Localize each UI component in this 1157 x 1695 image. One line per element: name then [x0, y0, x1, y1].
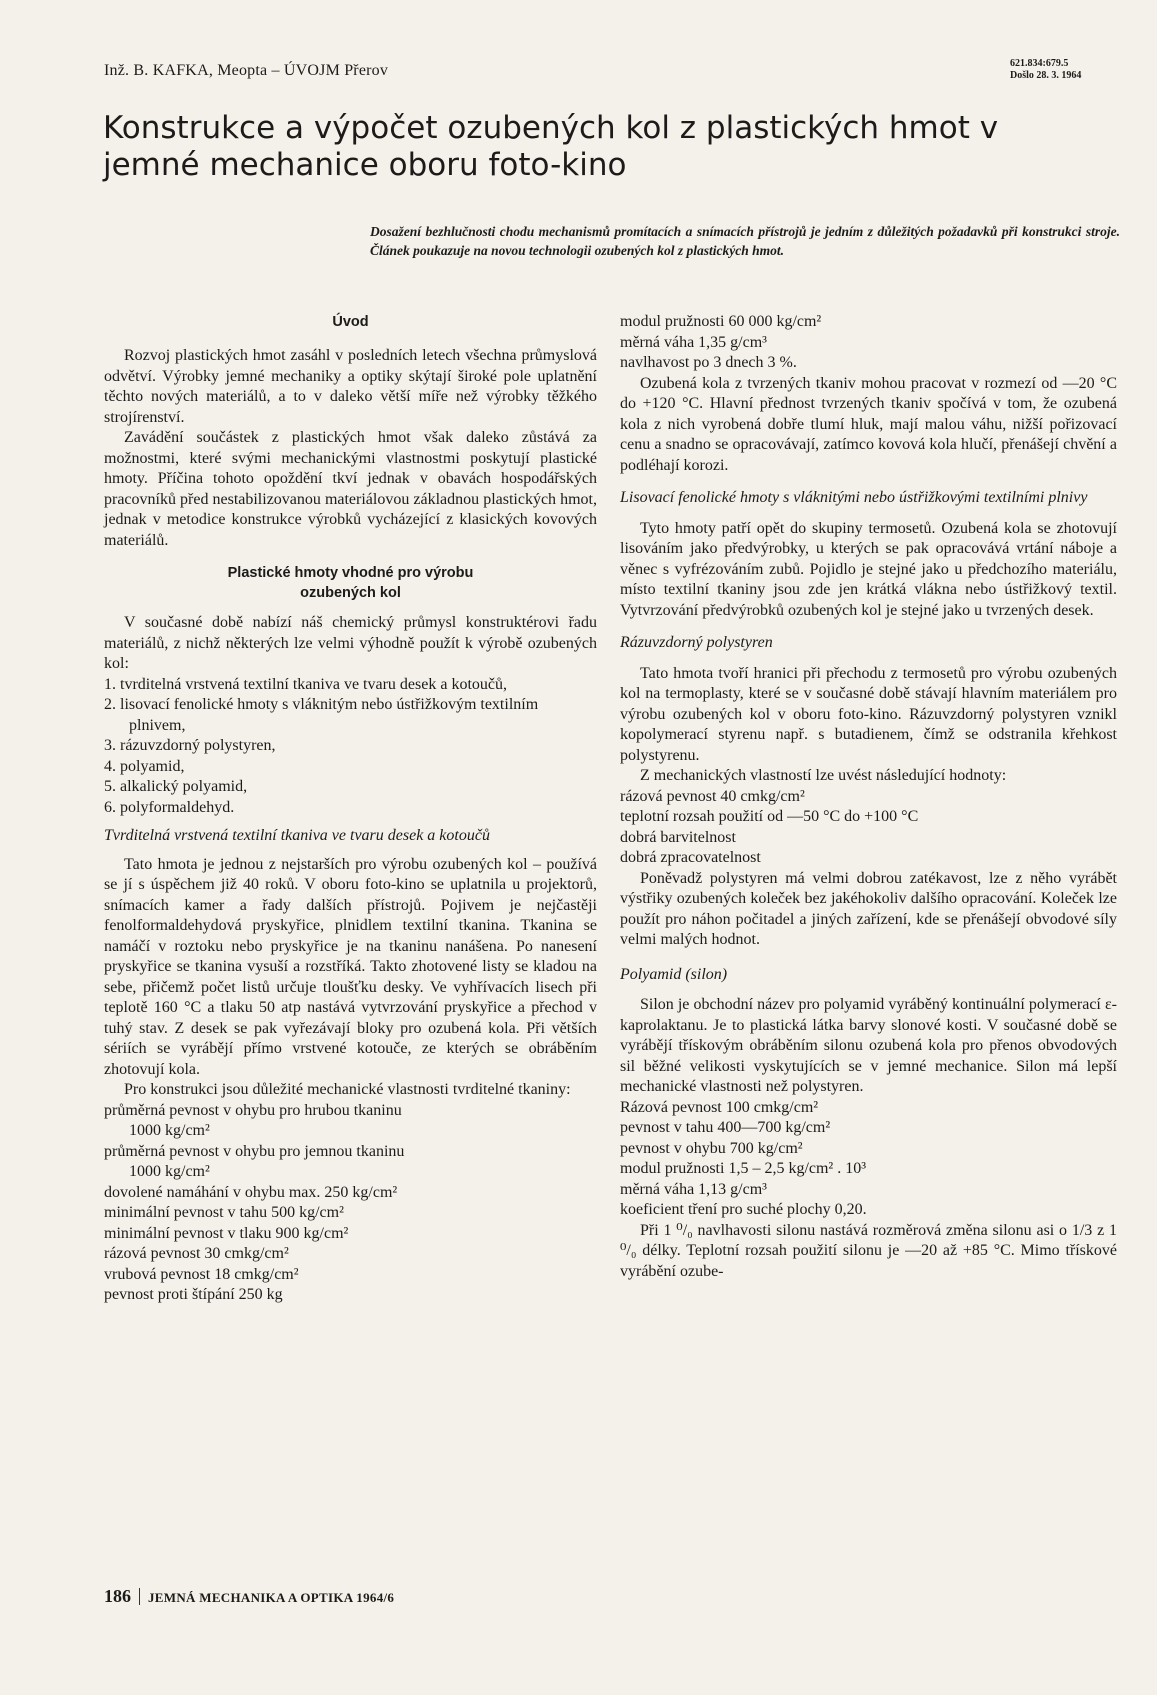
list-item: 1. tvrditelná vrstvená textilní tkaniva ve tvaru desek a kotoučů,	[104, 675, 507, 693]
subsection-heading: Tvrditelná vrstvená textilní tkaniva ve tvaru desek a kotoučů	[104, 827, 490, 844]
classification-block	[1010, 58, 1081, 82]
property-line: rázová pevnost 30 cmkg/cm²	[104, 1245, 289, 1262]
paragraph: Z mechanických vlastností lze uvést následující hodnoty:	[640, 767, 1007, 784]
paragraph: V současné době nabízí náš chemický průmysl konstruktérovi řadu materiálů, z nichž některých lze velmi výhodně použít k výrobě ozubených kol:	[104, 614, 597, 672]
journal-name: JEMNÁ MECHANIKA A OPTIKA 1964/6	[148, 1590, 395, 1605]
property-line: minimální pevnost v tlaku 900 kg/cm²	[104, 1224, 349, 1242]
property-line: Rázová pevnost 100 cmkg/cm²	[620, 1098, 819, 1116]
abstract: Dosažení bezhlučnosti chodu mechanismů promítacích a snímacích přístrojů je jedním z důležitých požadavků při konstrukci stroje. Článek poukazuje na novou technologii ozubených kol z plastických hmot.	[370, 224, 1120, 258]
property-value: 1000 kg/cm²	[129, 1122, 210, 1139]
property-line: navlhavost po 3 dnech 3 %.	[620, 354, 797, 371]
paragraph: Tyto hmoty patří opět do skupiny termosetů. Ozubená kola se zhotovují lisováním jako předvýrobky, u kterých se pak opracovává vrtání náboje a věnec s vyfrézováním zubů. Pojidlo je stejné jako u předchozího materiálu, místo textilní tkaniny jsou zde jen krátká vlákna nebo ústřižkový textil. Vytvrzování předvýrobků ozubených kol je stejné jako u tvrzených desek.	[620, 519, 1117, 619]
paragraph: Silon je obchodní název pro polyamid vyráběný kontinuální polymerací ε-kaprolaktanu. Je to plastická látka barvy slonové kosti. V současné době se vyrábějí třískovým obráběním silonu ozubená kola pro přenos obvodových sil běžné velikosti vyskytujících se v jemné mechanice. Silon má lepší mechanické vlastnosti než polystyren.	[620, 996, 1117, 1095]
page-footer	[104, 1586, 394, 1607]
list-item: 2. lisovací fenolické hmoty s vláknitým nebo ústřižkovým textilním plnivem,	[104, 696, 539, 734]
property-line: vrubová pevnost 18 cmkg/cm²	[104, 1265, 299, 1283]
right-column	[620, 312, 1117, 1282]
property-line: teplotní rozsah použití od —50 °C do +100 °C	[620, 808, 919, 825]
property-line: průměrná pevnost v ohybu pro hrubou tkaninu	[104, 1101, 402, 1119]
property-line: dovolené namáhání v ohybu max. 250 kg/cm²	[104, 1183, 398, 1201]
section-heading-line: ozubených kol	[300, 585, 401, 601]
section-heading-materials	[104, 563, 597, 603]
paragraph: Při 1 ⁰/₀ navlhavosti silonu nastává rozměrová změna silonu asi o 1/3 z 1 ⁰/₀ délky. Teplotní rozsah použití silonu je —20 až +85 °C. Mimo třískové vyrábění ozube-	[620, 1221, 1117, 1280]
property-line: měrná váha 1,13 g/cm³	[620, 1180, 767, 1198]
list-item: 6. polyformaldehyd.	[104, 798, 235, 816]
left-column	[104, 312, 597, 1306]
paragraph: Tato hmota tvoří hranici při přechodu z termosetů pro výrobu ozubených kol na termoplasty, které se v současné době stávají hlavním materiálem pro výrobu ozubených kol v oboru foto-kino. Rázuvzdorný polystyren vznikl kopolymerací styrenu např. s butadienem, čímž se odstranila křehkost polystyrenu.	[620, 664, 1117, 764]
property-line: měrná váha 1,35 g/cm³	[620, 333, 767, 351]
property-line: pevnost proti štípání 250 kg	[104, 1286, 283, 1303]
page-number: 186	[104, 1586, 131, 1606]
list-item: 5. alkalický polyamid,	[104, 778, 248, 795]
property-line: koeficient tření pro suché plochy 0,20.	[620, 1201, 867, 1218]
udc-code: 621.834:679.5	[1010, 58, 1069, 69]
paragraph: Rozvoj plastických hmot zasáhl v posledních letech všechna průmyslová odvětví. Výrobky jemné mechaniky a optiky skýtají široké pole uplatnění těchto nových materiálů, a to v daleko větší míře než výrobky těžkého strojírenství.	[104, 347, 597, 426]
list-item: 3. rázuvzdorný polystyren,	[104, 737, 276, 754]
property-line: průměrná pevnost v ohybu pro jemnou tkaninu	[104, 1142, 405, 1160]
section-heading-line: Plastické hmoty vhodné pro výrobu	[227, 565, 474, 581]
property-value: 1000 kg/cm²	[129, 1163, 210, 1180]
materials-list	[104, 675, 597, 819]
author-line: Inž. B. KAFKA, Meopta – ÚVOJM Přerov	[104, 62, 389, 79]
property-line: pevnost v tahu 400—700 kg/cm²	[620, 1119, 831, 1136]
subsection-heading: Lisovací fenolické hmoty s vláknitými nebo ústřižkovými textilními plnivy	[620, 489, 1088, 506]
property-line: minimální pevnost v tahu 500 kg/cm²	[104, 1204, 344, 1221]
property-line: pevnost v ohybu 700 kg/cm²	[620, 1139, 803, 1157]
property-line: modul pružnosti 1,5 – 2,5 kg/cm² . 10³	[620, 1160, 867, 1177]
paragraph: Ozubená kola z tvrzených tkaniv mohou pracovat v rozmezí od —20 °C do +120 °C. Hlavní přednost tvrzených tkaniv spočívá v tom, že ozubená kola z nich vyrobená dobře tlumí hluk, mají malou váhu, nižší pořizovací cenu a snadno se opracovávají, zatímco kovová kola hlučí, přenášejí chvění a podléhají korozi.	[620, 374, 1117, 474]
section-heading-uvod: Úvod	[332, 314, 369, 330]
property-line: dobrá barvitelnost	[620, 828, 736, 846]
article-title: Konstrukce a výpočet ozubených kol z plastických hmot v jemné mechanice oboru foto-kino	[103, 110, 999, 183]
paragraph: Pro konstrukci jsou důležité mechanické vlastnosti tvrditelné tkaniny:	[124, 1081, 571, 1098]
paragraph: Poněvadž polystyren má velmi dobrou zatékavost, lze z něho vyrábět výstřiky ozubených koleček bez jakéhokoliv dalšího opracování. Koleček lze použít pro náhon počitadel a jiných zařízení, kde se přenášejí obvodové síly velmi malých hodnot.	[620, 869, 1117, 948]
list-item: 4. polyamid,	[104, 757, 185, 775]
subsection-heading: Polyamid (silon)	[620, 965, 728, 983]
received-date: Došlo 28. 3. 1964	[1010, 70, 1082, 81]
paragraph: Tato hmota je jednou z nejstarších pro výrobu ozubených kol – používá se jí s úspěchem již 40 roků. V oboru foto-kino se uplatnila u projektorů, snímacích kamer a řady dalších přístrojů. Pojivem je nejčastěji fenolformaldehydová pryskyřice, plnidlem textilní tkanina. Tkanina se namáčí v roztoku nebo pryskyřice je na tkaninu nanášena. Po nanesení pryskyřice se tkanina vysuší a rozstříká. Takto zhotovené listy se kladou na sebe, přičemž počet listů určuje tloušťku desky. Ve vyhřívacích lisech při teplotě 160 °C a tlaku 50 atp nastává vytvrzování pryskyřice a přechod v tuhý stav. Z desek se pak vyřezávají bloky pro ozubená kola. Při větších sériích se vyrábějí přímo vrstvené kotouče, ze kterých se obráběním zhotovují kola.	[104, 855, 597, 1078]
property-line: modul pružnosti 60 000 kg/cm²	[620, 313, 822, 330]
footer-divider	[139, 1588, 140, 1605]
subsection-heading: Rázuvzdorný polystyren	[620, 634, 773, 651]
paragraph: Zavádění součástek z plastických hmot však daleko zůstává za možnostmi, které svými mechanickými vlastnostmi poskytují plastické hmoty. Příčina tohoto opoždění tkví jednak v obavách hospodářských pracovníků před nestabilizovanou materiálovou základnou plastických hmot, jednak v metodice konstrukce výrobků vycházející z klasických kovových materiálů.	[104, 429, 597, 549]
property-line: rázová pevnost 40 cmkg/cm²	[620, 787, 805, 805]
property-line: dobrá zpracovatelnost	[620, 849, 761, 866]
